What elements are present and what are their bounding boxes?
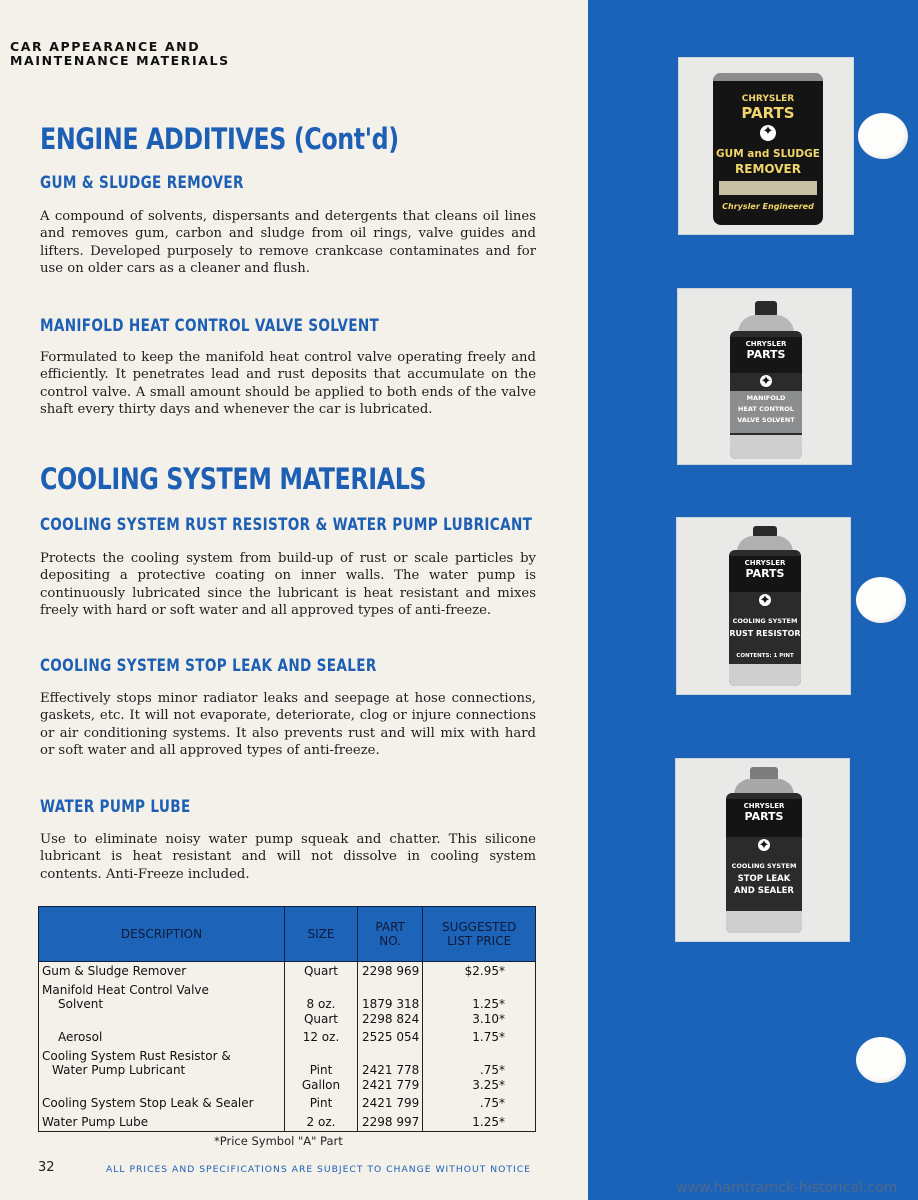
row-description xyxy=(39,1094,285,1113)
punch-hole xyxy=(856,577,906,623)
part-line: 2298 969 xyxy=(362,964,420,978)
manifold-title: MANIFOLD HEAT CONTROL VALVE SOLVENT xyxy=(40,316,380,336)
engine-additives-heading: ENGINE ADDITIVES (Cont'd) xyxy=(40,122,399,156)
price-line: 1.75* xyxy=(472,1030,505,1044)
gum-sludge-product-photo xyxy=(678,57,854,235)
row-size xyxy=(285,1047,358,1095)
part-line xyxy=(362,983,419,998)
size-line: Quart xyxy=(303,1011,339,1026)
can-brand-1: CHRYSLER xyxy=(744,559,786,567)
can-name-2: STOP LEAK xyxy=(737,874,791,884)
header-size: SIZE xyxy=(285,907,358,962)
can-name-1: MANIFOLD xyxy=(746,394,786,402)
gum-sludge-title: GUM & SLUDGE REMOVER xyxy=(40,173,244,193)
stop-leak-text: Effectively stops minor radiator leaks and seepage at hose connections, gaskets, etc. It will not evaporate, deteriorate, clog or injure connections or air conditioning systems. It also prevents rust and will mix with hard or soft water and all approved types of anti-freeze. xyxy=(40,691,536,759)
punch-hole xyxy=(858,113,908,159)
row-description xyxy=(39,1028,285,1047)
part-line: 2298 824 xyxy=(362,1011,420,1026)
row-price xyxy=(423,1028,536,1047)
price-footnote: *Price Symbol "A" Part xyxy=(214,1134,343,1148)
header-list-price xyxy=(423,907,536,962)
price-table-header-row xyxy=(39,907,536,962)
gum-sludge-can xyxy=(713,73,823,225)
can-contents: CONTENTS: 1 PINT xyxy=(736,653,794,659)
table-row xyxy=(39,1094,536,1113)
row-part-no xyxy=(358,962,423,981)
punch-hole xyxy=(856,1037,906,1083)
row-part-no xyxy=(358,981,423,1029)
row-description xyxy=(39,981,285,1029)
manifold-solvent-product-photo xyxy=(677,288,852,465)
price-line: $2.95* xyxy=(464,964,505,978)
water-pump-lube-title: WATER PUMP LUBE xyxy=(40,797,191,817)
desc-line: Water Pump Lubricant xyxy=(52,1063,186,1077)
price-line xyxy=(426,1049,505,1064)
can-name-1: COOLING SYSTEM xyxy=(732,617,798,625)
warning-label xyxy=(719,181,817,195)
desc-line: Solvent xyxy=(58,997,104,1011)
table-row xyxy=(39,962,536,981)
size-line: Quart xyxy=(303,964,339,978)
row-size xyxy=(285,1113,358,1132)
table-row xyxy=(39,1113,536,1132)
can-name-3: VALVE SOLVENT xyxy=(737,416,795,424)
row-size xyxy=(285,1028,358,1047)
section-label-line-2: MAINTENANCE MATERIALS xyxy=(10,53,230,68)
row-price xyxy=(423,1113,536,1132)
rust-resistor-can xyxy=(729,550,801,686)
price-line: 1.25* xyxy=(472,997,505,1011)
part-line: 1879 318 xyxy=(362,997,420,1011)
header-part-line-1: PART xyxy=(375,920,405,934)
can-bottom-label xyxy=(730,435,802,459)
can-brand-1: CHRYSLER xyxy=(745,340,787,348)
manifold-solvent-can xyxy=(730,331,802,459)
row-price xyxy=(423,1094,536,1113)
can-name-2: HEAT CONTROL xyxy=(738,405,794,413)
desc-line: Gum & Sludge Remover xyxy=(42,964,187,978)
row-description xyxy=(39,962,285,981)
row-part-no xyxy=(358,1094,423,1113)
pentastar-icon xyxy=(760,125,776,141)
can-name-2: RUST RESISTOR xyxy=(729,629,801,638)
row-size xyxy=(285,962,358,981)
desc-line: Manifold Heat Control Valve xyxy=(42,982,209,997)
price-line: .75* xyxy=(479,1063,505,1077)
size-line xyxy=(288,1049,354,1064)
section-label-line-1: CAR APPEARANCE AND xyxy=(10,39,201,54)
can-brand-2: PARTS xyxy=(746,348,786,361)
row-size xyxy=(285,1094,358,1113)
can-name-1: GUM and SLUDGE xyxy=(716,148,820,160)
desc-line: Water Pump Lube xyxy=(42,1114,149,1129)
desc-line: Cooling System Rust Resistor & xyxy=(42,1048,231,1063)
page-number: 32 xyxy=(38,1160,55,1175)
rust-resistor-text: Protects the cooling system from build-up of rust or scale particles by depositing a protective coating on inner walls. The water pump is continuously lubricated since the lubricant is heat resistant and mixes freely with hard or soft water and all approved types of anti-freeze. xyxy=(40,551,536,619)
can-brand-1: CHRYSLER xyxy=(743,802,785,810)
header-part-no xyxy=(358,907,423,962)
pentastar-icon xyxy=(760,375,772,387)
can-brand-2: PARTS xyxy=(745,567,785,580)
catalog-section-label xyxy=(10,40,230,68)
size-line: Pint xyxy=(309,1096,333,1110)
gum-sludge-text: A compound of solvents, dispersants and detergents that cleans oil lines and removes gum, carbon and sludge from oil rings, valve guides and lifters. Developed purposely to remove crankcase contaminates and for use on older cars as a cleaner and flush. xyxy=(40,209,536,277)
can-brand-2: PARTS xyxy=(741,104,795,122)
table-row xyxy=(39,1028,536,1047)
can-brand-2: PARTS xyxy=(744,810,784,823)
size-line: Gallon xyxy=(301,1077,341,1092)
desc-line: Cooling System Stop Leak & Sealer xyxy=(42,1096,254,1110)
part-line: 2421 779 xyxy=(362,1077,420,1092)
stop-leak-can xyxy=(726,793,802,933)
price-disclaimer: ALL PRICES AND SPECIFICATIONS ARE SUBJECT TO CHANGE WITHOUT NOTICE xyxy=(106,1164,531,1175)
row-price xyxy=(423,962,536,981)
can-brand-1: CHRYSLER xyxy=(741,94,795,104)
stop-leak-title: COOLING SYSTEM STOP LEAK AND SEALER xyxy=(40,656,377,676)
price-line: 3.10* xyxy=(472,1011,505,1026)
size-line: Pint xyxy=(309,1063,333,1077)
row-part-no xyxy=(358,1113,423,1132)
pentastar-icon xyxy=(758,839,770,851)
part-line: 2298 997 xyxy=(362,1114,420,1129)
header-price-line-2: LIST PRICE xyxy=(447,934,512,948)
price-line: .75* xyxy=(479,1096,505,1110)
size-line: 12 oz. xyxy=(302,1030,340,1044)
row-size xyxy=(285,981,358,1029)
rust-resistor-product-photo xyxy=(676,517,851,695)
size-line: 2 oz. xyxy=(306,1114,336,1129)
header-part-line-2: NO. xyxy=(379,934,401,948)
price-line: 3.25* xyxy=(472,1077,505,1092)
size-line xyxy=(288,983,354,998)
can-tagline: Chrysler Engineered xyxy=(722,202,814,211)
size-line: 8 oz. xyxy=(306,997,336,1011)
can-name-1: COOLING SYSTEM xyxy=(731,862,797,870)
can-name-2: REMOVER xyxy=(735,162,801,176)
row-description xyxy=(39,1047,285,1095)
price-table xyxy=(38,906,536,1132)
can-name-3: AND SEALER xyxy=(734,886,794,896)
stop-leak-product-photo xyxy=(675,758,850,942)
water-pump-lube-text: Use to eliminate noisy water pump squeak and chatter. This silicone lubricant is heat resistant and will not dissolve in cooling system contents. Anti-Freeze included. xyxy=(40,832,536,882)
row-part-no xyxy=(358,1047,423,1095)
desc-line: Aerosol xyxy=(58,1030,103,1044)
can-bottom-label xyxy=(726,911,802,933)
part-line: 2525 054 xyxy=(362,1030,420,1044)
website-watermark: www.hamtramck-historical.com xyxy=(676,1180,898,1196)
price-line xyxy=(426,983,505,998)
manifold-text: Formulated to keep the manifold heat control valve operating freely and efficiently. It penetrates lead and rust deposits that accumulate on the control valve. A small amount should be applied to both ends of the valve shaft every thirty days and whenever the car is lubricated. xyxy=(40,350,536,418)
part-line: 2421 778 xyxy=(362,1063,420,1077)
row-price xyxy=(423,1047,536,1095)
price-line: 1.25* xyxy=(472,1114,505,1129)
header-description: DESCRIPTION xyxy=(39,907,285,962)
table-row xyxy=(39,1047,536,1095)
pentastar-icon xyxy=(759,594,771,606)
row-description xyxy=(39,1113,285,1132)
row-price xyxy=(423,981,536,1029)
rust-resistor-title: COOLING SYSTEM RUST RESISTOR & WATER PUMP LUBRICANT xyxy=(40,515,533,535)
part-line xyxy=(362,1049,419,1064)
row-part-no xyxy=(358,1028,423,1047)
cooling-system-heading: COOLING SYSTEM MATERIALS xyxy=(40,462,427,496)
part-line: 2421 799 xyxy=(362,1096,420,1110)
table-row xyxy=(39,981,536,1029)
can-bottom-label xyxy=(729,664,801,686)
can-rim xyxy=(713,73,823,81)
header-price-line-1: SUGGESTED xyxy=(441,920,517,934)
